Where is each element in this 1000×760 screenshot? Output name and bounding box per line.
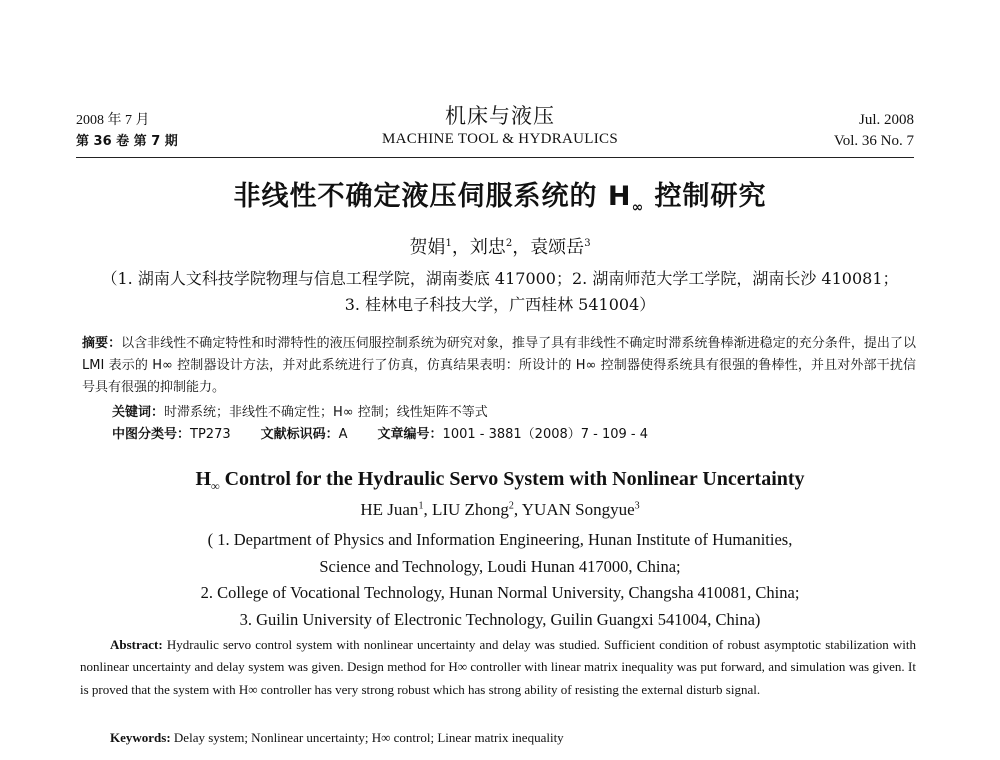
cn-author-2: 刘忠 bbox=[469, 237, 506, 258]
en-title-pre: H bbox=[195, 468, 212, 490]
cn-abstract bbox=[82, 333, 916, 399]
en-author-2-sup: 2 bbox=[508, 500, 514, 512]
en-author-sep: , bbox=[513, 500, 522, 519]
en-title bbox=[0, 468, 1000, 494]
cn-affil-line-2: 3. 桂林电子科技大学，广西桂林 541004） bbox=[344, 295, 656, 314]
en-abstract-text: Hydraulic servo control system with nonlinear uncertainty and delay was studied. Sufficient condition of robust asymptotic stabilization with nonlinear uncertainty and delay system was given. Design method for H∞ controller with linear matrix inequality was put forward, and simulation was given. It is proved that the system with H∞ controller has very strong robust which has strong ability of resisting the external disturb signal. bbox=[80, 637, 917, 697]
cn-keywords bbox=[112, 402, 488, 424]
class-value: TP273 bbox=[190, 427, 231, 442]
article-number-label: 文章编号： bbox=[377, 427, 443, 442]
cn-affiliations bbox=[72, 266, 928, 318]
en-author-3: YUAN Songyue bbox=[521, 500, 635, 519]
cn-classification bbox=[112, 424, 648, 446]
doc-code-label: 文献标识码： bbox=[260, 427, 339, 442]
journal-name bbox=[300, 104, 700, 150]
cn-author-3: 袁颂岳 bbox=[530, 237, 585, 258]
en-affil-line: Science and Technology, Loudi Hunan 417000, China; bbox=[319, 556, 681, 576]
en-author-sep: , bbox=[423, 500, 432, 519]
cn-author-2-sup: 2 bbox=[505, 238, 513, 249]
en-keywords-text: Delay system; Nonlinear uncertainty; H∞ control; Linear matrix inequality bbox=[173, 730, 564, 745]
article-number-value: 1001 - 3881（2008）7 - 109 - 4 bbox=[442, 427, 649, 442]
en-title-sub: ∞ bbox=[211, 479, 220, 493]
header-volume-cn: 第 36 卷 第 7 期 bbox=[76, 134, 178, 149]
cn-author-sep: ， bbox=[512, 237, 531, 258]
en-author-2: LIU Zhong bbox=[431, 500, 509, 519]
header-volume-en: Vol. 36 No. 7 bbox=[833, 133, 914, 149]
cn-title-sub: ∞ bbox=[631, 199, 645, 216]
journal-name-cn: 机床与液压 bbox=[445, 104, 555, 128]
en-keywords-label: Keywords: bbox=[110, 730, 171, 745]
en-abstract-label: Abstract: bbox=[110, 637, 163, 652]
en-keywords bbox=[110, 727, 564, 749]
cn-keywords-label: 关键词： bbox=[112, 405, 165, 420]
cn-title bbox=[0, 174, 1000, 215]
header-right bbox=[834, 110, 914, 152]
cn-author-sep: ， bbox=[451, 237, 470, 258]
cn-authors bbox=[0, 233, 1000, 259]
header-date-cn: 2008 年 7 月 bbox=[76, 113, 150, 128]
class-label: 中图分类号： bbox=[112, 427, 191, 442]
journal-name-en: MACHINE TOOL & HYDRAULICS bbox=[382, 131, 618, 147]
cn-abstract-text: 以含非线性不确定特性和时滞特性的液压伺服控制系统为研究对象，推导了具有非线性不确定时滞系统鲁棒渐进稳定的充分条件，提出了以 LMI 表示的 H∞ 控制器设计方法，并对此系统进行了仿真，仿真结果表明：所设计的 H∞ 控制器使得系统具有很强的鲁棒性，并且对外部干扰信号具有很强的抑制能力。 bbox=[82, 336, 916, 395]
header-left bbox=[76, 110, 178, 152]
en-title-rest: Control for the Hydraulic Servo System with Nonlinear Uncertainty bbox=[219, 468, 805, 490]
cn-affil-line-1: （1. 湖南人文科技学院物理与信息工程学院，湖南娄底 417000；2. 湖南师范大学工学院，湖南长沙 410081； bbox=[101, 269, 899, 288]
cn-author-1: 贺娟 bbox=[409, 237, 446, 258]
cn-author-3-sup: 3 bbox=[584, 238, 591, 249]
en-author-1-sup: 1 bbox=[418, 500, 424, 512]
header-rule bbox=[76, 157, 914, 158]
en-authors bbox=[0, 500, 1000, 520]
en-affil-line: ( 1. Department of Physics and Information Engineering, Hunan Institute of Humanities, bbox=[207, 530, 793, 549]
cn-title-main: 非线性不确定液压伺服系统的 H bbox=[233, 181, 632, 212]
en-affil-line: 3. Guilin University of Electronic Technology, Guilin Guangxi 541004, China) bbox=[239, 609, 761, 629]
header-date-en: Jul. 2008 bbox=[858, 112, 914, 128]
cn-author-1-sup: 1 bbox=[445, 238, 452, 249]
cn-title-end: 控制研究 bbox=[644, 181, 767, 212]
cn-abstract-label: 摘要： bbox=[82, 336, 122, 351]
en-abstract bbox=[80, 634, 916, 701]
cn-keywords-text: 时滞系统；非线性不确定性；H∞ 控制；线性矩阵不等式 bbox=[164, 405, 488, 420]
en-affiliations bbox=[80, 527, 920, 633]
en-author-1: HE Juan bbox=[360, 500, 419, 519]
en-affil-line: 2. College of Vocational Technology, Hunan Normal University, Changsha 410081, China; bbox=[200, 583, 800, 602]
en-author-3-sup: 3 bbox=[634, 500, 640, 512]
doc-code-value: A bbox=[338, 427, 348, 442]
